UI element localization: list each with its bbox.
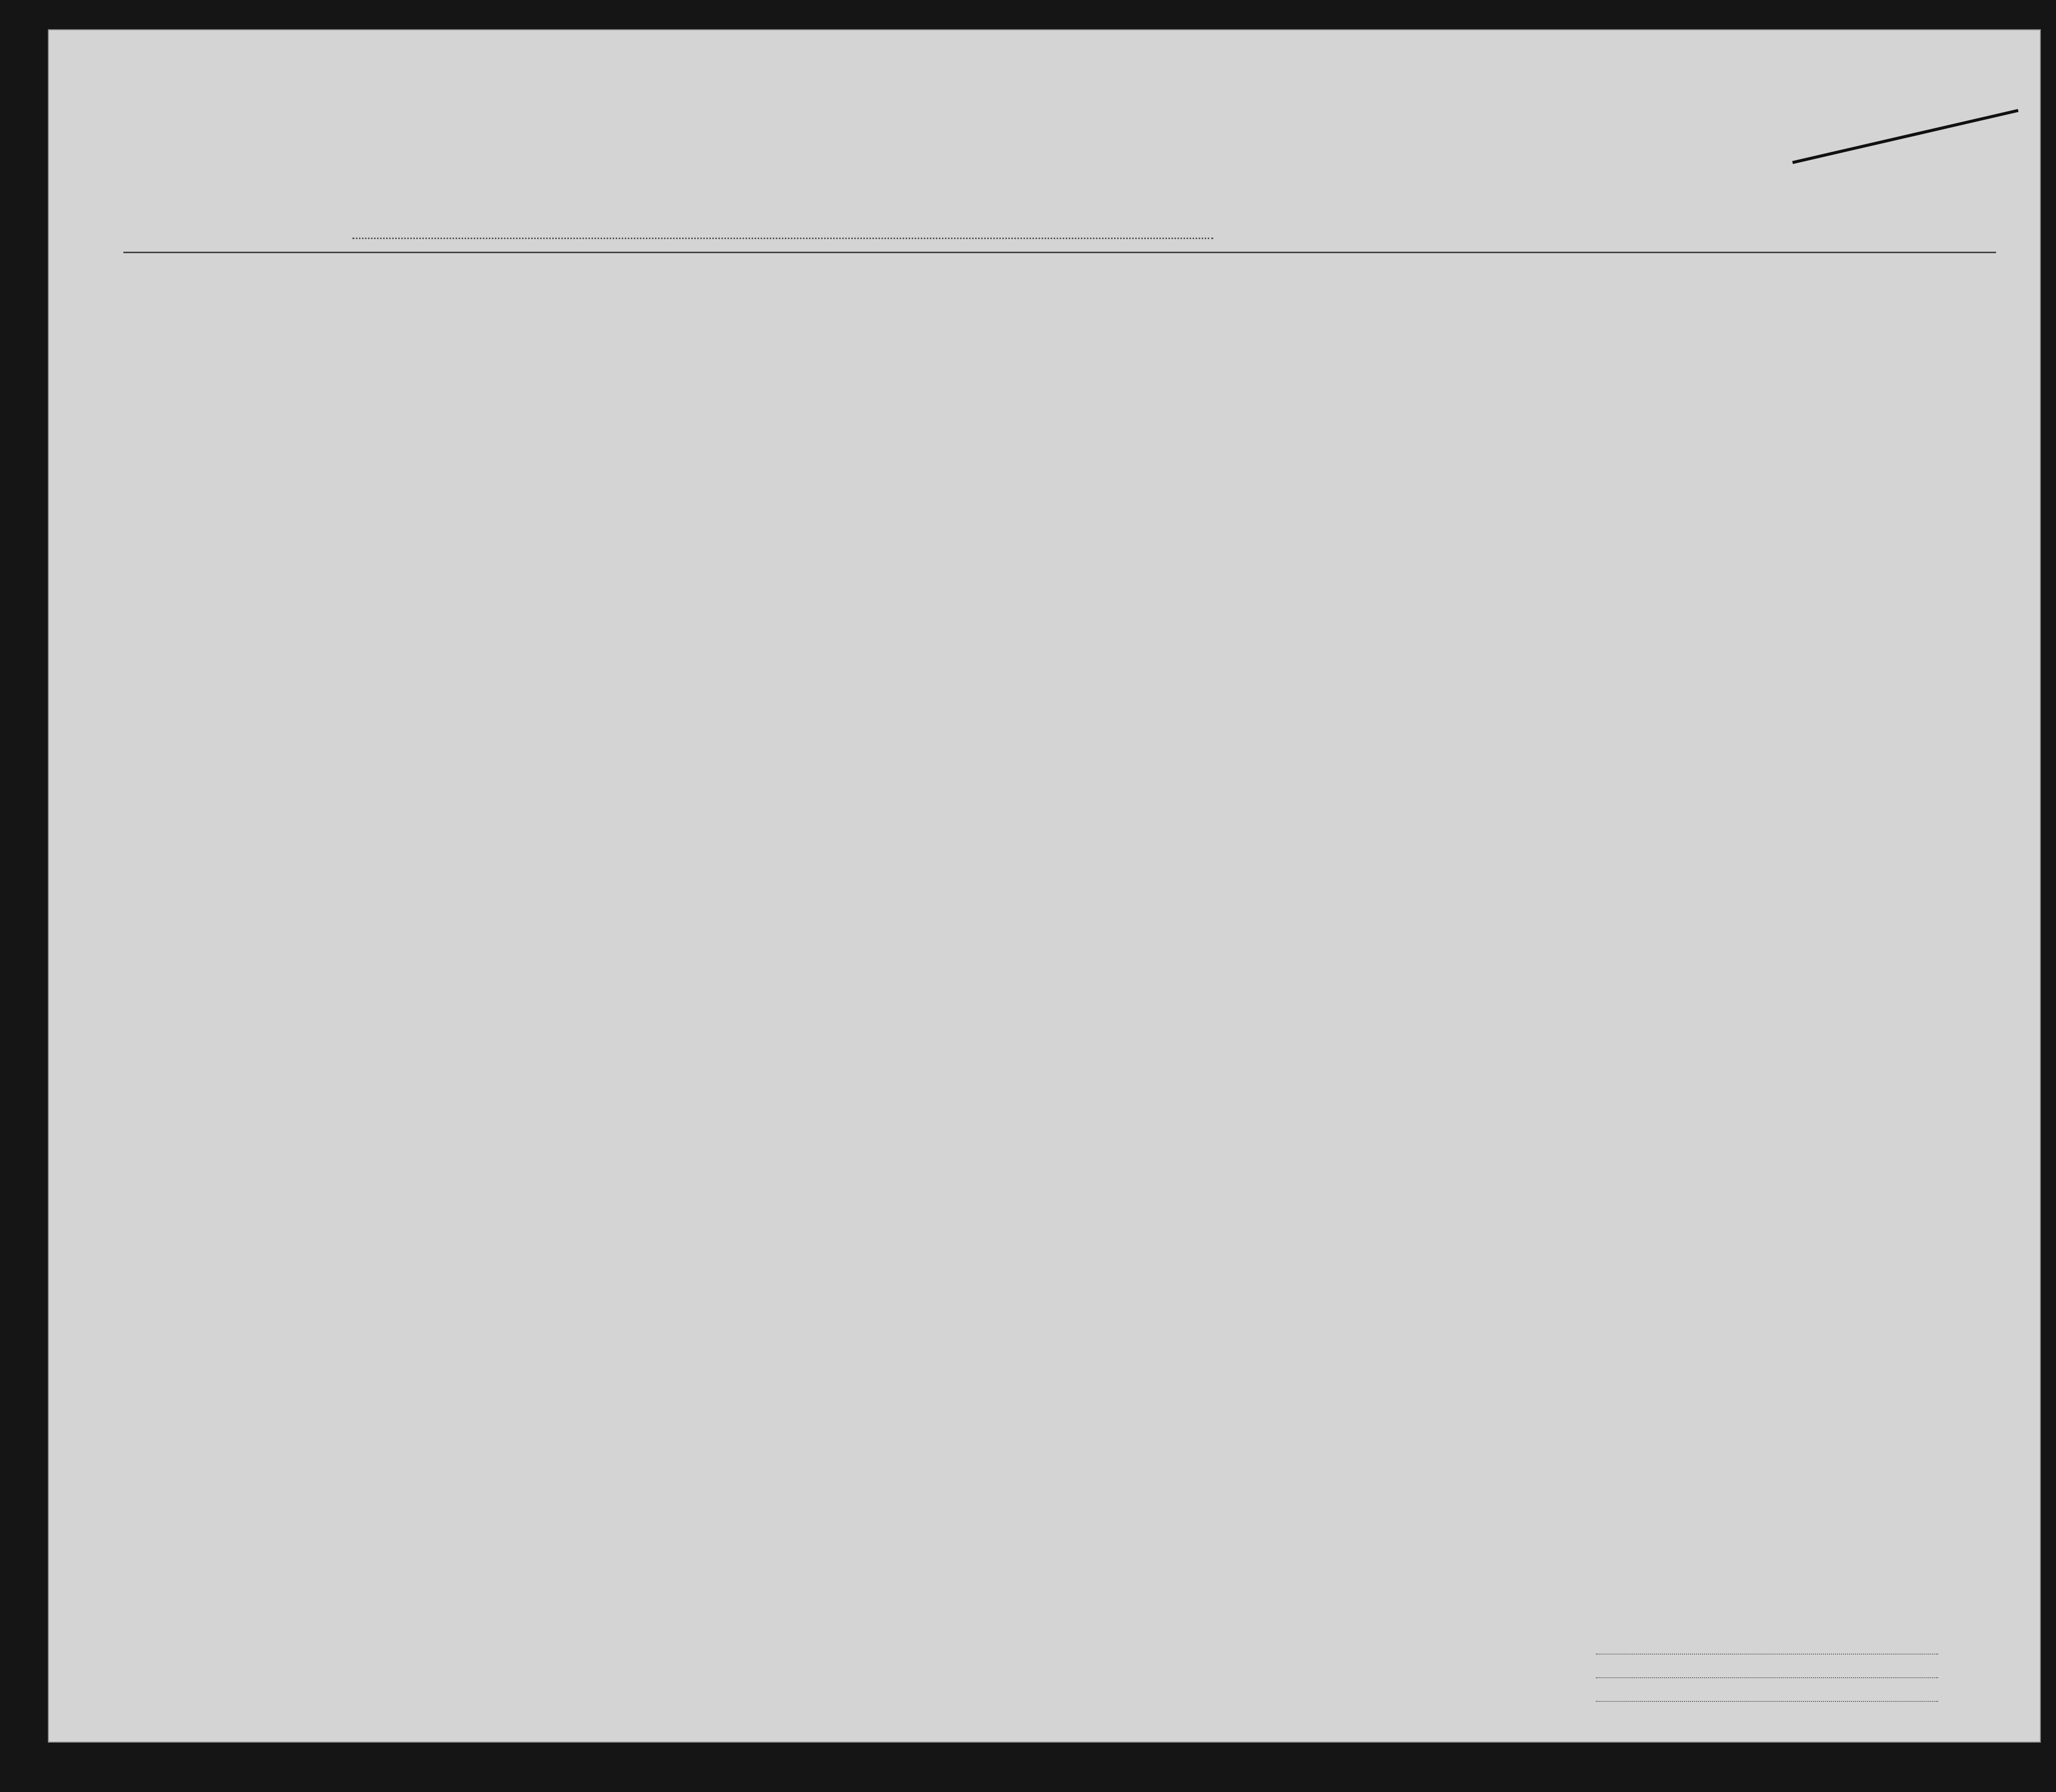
agents-field: [1596, 1701, 1938, 1702]
arriving-line: [352, 238, 1213, 239]
owners-field: [1596, 1677, 1938, 1678]
manifest-table: [123, 252, 1996, 1537]
line-field: [1596, 1654, 1938, 1655]
